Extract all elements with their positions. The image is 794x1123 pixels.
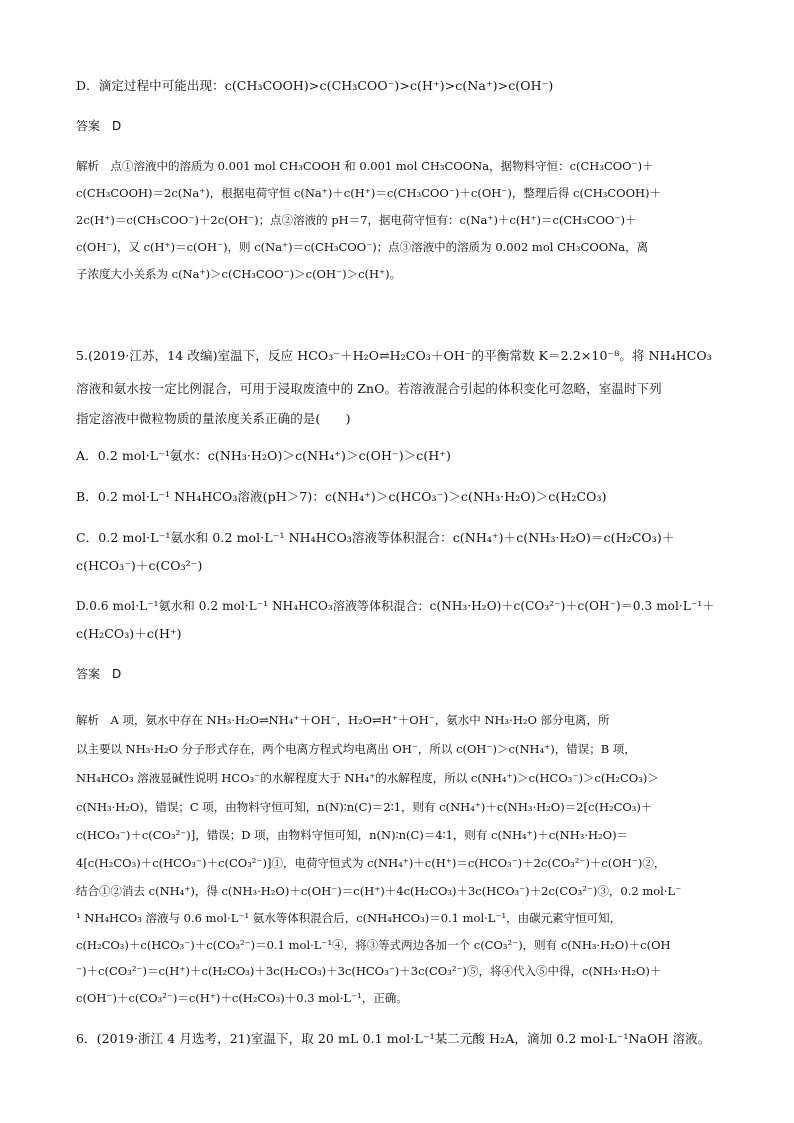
option-a-line: A．0.2 mol·L⁻¹氨水：c(NH₃·H₂O)＞c(NH₄⁺)＞c(OH⁻)＞c(H⁺): [76, 448, 452, 463]
option-b-line: B．0.2 mol·L⁻¹ NH₄HCO₃溶液(pH＞7)：c(NH₄⁺)＞c(HCO₃⁻)＞c(NH₃·H₂O)＞c(H₂CO₃): [76, 489, 607, 504]
explanation-line: 结合①②消去 c(NH₄⁺)，得 c(NH₃·H₂O)＋c(OH⁻)＝c(H⁺)＋4c(H₂CO₃)＋3c(HCO₃⁻)＋2c(CO₃²⁻)③，0.2 mol·L⁻: [76, 884, 682, 898]
question-stem-line: 6．(2019·浙江 4 月选考，21)室温下，取 20 mL 0.1 mol·L⁻¹某二元酸 H₂A，滴加 0.2 mol·L⁻¹NaOH 溶液。: [76, 1031, 711, 1046]
option-d-line: D.0.6 mol·L⁻¹氨水和 0.2 mol·L⁻¹ NH₄HCO₃溶液等体积混合：c(NH₃·H₂O)＋c(CO₃²⁻)＋c(OH⁻)＝0.3 mol·L⁻¹＋: [76, 599, 715, 613]
explanation-line: c(OH⁻)＋c(CO₃²⁻)＝c(H⁺)＋c(H₂CO₃)＋0.3 mol·L⁻¹，正确。: [76, 991, 408, 1005]
explanation-line: c(OH⁻)，又 c(H⁺)＝c(OH⁻)，则 c(Na⁺)＝c(CH₃COO⁻)；点③溶液中的溶质为 0.002 mol CH₃COONa，离: [76, 240, 649, 254]
explanation-line: 以主要以 NH₃·H₂O 分子形式存在，两个电离方程式均电离出 OH⁻，所以 c(OH⁻)＞c(NH₄⁺)，错误；B 项，: [76, 742, 636, 756]
answer-label: 答案 D: [76, 119, 122, 133]
explanation-line: ¹ NH₄HCO₃ 溶液与 0.6 mol·L⁻¹ 氨水等体积混合后，c(NH₄HCO₃)＝0.1 mol·L⁻¹，由碳元素守恒可知，: [76, 911, 622, 925]
explanation-line: 子浓度大小关系为 c(Na⁺)＞c(CH₃COO⁻)＞c(OH⁻)＞c(H⁺)。: [76, 267, 402, 281]
option-c-line: c(HCO₃⁻)＋c(CO₃²⁻): [76, 558, 203, 573]
question-stem-line: 溶液和氨水按一定比例混合，可用于浸取废渣中的 ZnO。若溶液混合引起的体积变化可忽略，室温时下列: [76, 381, 662, 396]
explanation-line: 2c(H⁺)＝c(CH₃COO⁻)＋2c(OH⁻)；点②溶液的 pH＝7，据电荷守恒有：c(Na⁺)＋c(H⁺)＝c(CH₃COO⁻)＋: [76, 213, 637, 227]
explanation-line: NH₄HCO₃ 溶液显碱性说明 HCO₃⁻的水解程度大于 NH₄⁺的水解程度，所以 c(NH₄⁺)＞c(HCO₃⁻)＞c(H₂CO₃)＞: [76, 771, 659, 785]
explanation-line: c(HCO₃⁻)＋c(CO₃²⁻)]，错误；D 项，由物料守恒可知，n(N)∶n(C)＝4∶1，则有 c(NH₄⁺)＋c(NH₃·H₂O)＝: [76, 828, 629, 842]
question-stem-line: 5.(2019·江苏，14 改编)室温下，反应 HCO₃⁻＋H₂O⇌H₂CO₃＋OH⁻的平衡常数 K＝2.2×10⁻⁸。将 NH₄HCO₃: [76, 348, 712, 363]
explanation-line: 4[c(H₂CO₃)＋c(HCO₃⁻)＋c(CO₃²⁻)]①，电荷守恒式为 c(NH₄⁺)＋c(H⁺)＝c(HCO₃⁻)＋2c(CO₃²⁻)＋c(OH⁻)②，: [76, 856, 666, 870]
explanation-line: 解析 A 项，氨水中存在 NH₃·H₂O⇌NH₄⁺＋OH⁻，H₂O⇌H⁺＋OH⁻，氨水中 NH₃·H₂O 部分电离，所: [76, 713, 610, 727]
explanation-line: c(CH₃COOH)＝2c(Na⁺)，根据电荷守恒 c(Na⁺)＋c(H⁺)＝c(CH₃COO⁻)＋c(OH⁻)，整理后得 c(CH₃COOH)＋: [76, 186, 662, 200]
option-c-line: C．0.2 mol·L⁻¹氨水和 0.2 mol·L⁻¹ NH₄HCO₃溶液等体积混合：c(NH₄⁺)＋c(NH₃·H₂O)＝c(H₂CO₃)＋: [76, 530, 675, 545]
option-d-line: D．滴定过程中可能出现：c(CH₃COOH)>c(CH₃COO⁻)>c(H⁺)>c(Na⁺)>c(OH⁻): [76, 78, 554, 93]
explanation-line: 解析 点①溶液中的溶质为 0.001 mol CH₃COOH 和 0.001 mol CH₃COONa，据物料守恒：c(CH₃COO⁻)＋: [76, 159, 654, 173]
option-d-line: c(H₂CO₃)＋c(H⁺): [76, 626, 182, 641]
explanation-line: ⁻)＋c(CO₃²⁻)＝c(H⁺)＋c(H₂CO₃)＋3c(H₂CO₃)＋3c(HCO₃⁻)＋3c(CO₃²⁻)⑤，将④代入⑤中得，c(NH₃·H₂O)＋: [76, 964, 662, 978]
answer-label: 答案 D: [76, 667, 122, 681]
explanation-line: c(NH₃·H₂O)，错误；C 项，由物料守恒可知，n(N)∶n(C)＝2∶1，则有 c(NH₄⁺)＋c(NH₃·H₂O)＝2[c(H₂CO₃)＋: [76, 800, 653, 814]
question-stem-line: 指定溶液中微粒物质的量浓度关系正确的是( ): [76, 411, 351, 426]
explanation-line: c(H₂CO₃)＋c(HCO₃⁻)＋c(CO₃²⁻)＝0.1 mol·L⁻¹④，将③等式两边各加一个 c(CO₃²⁻)，则有 c(NH₃·H₂O)＋c(OH: [76, 938, 671, 952]
